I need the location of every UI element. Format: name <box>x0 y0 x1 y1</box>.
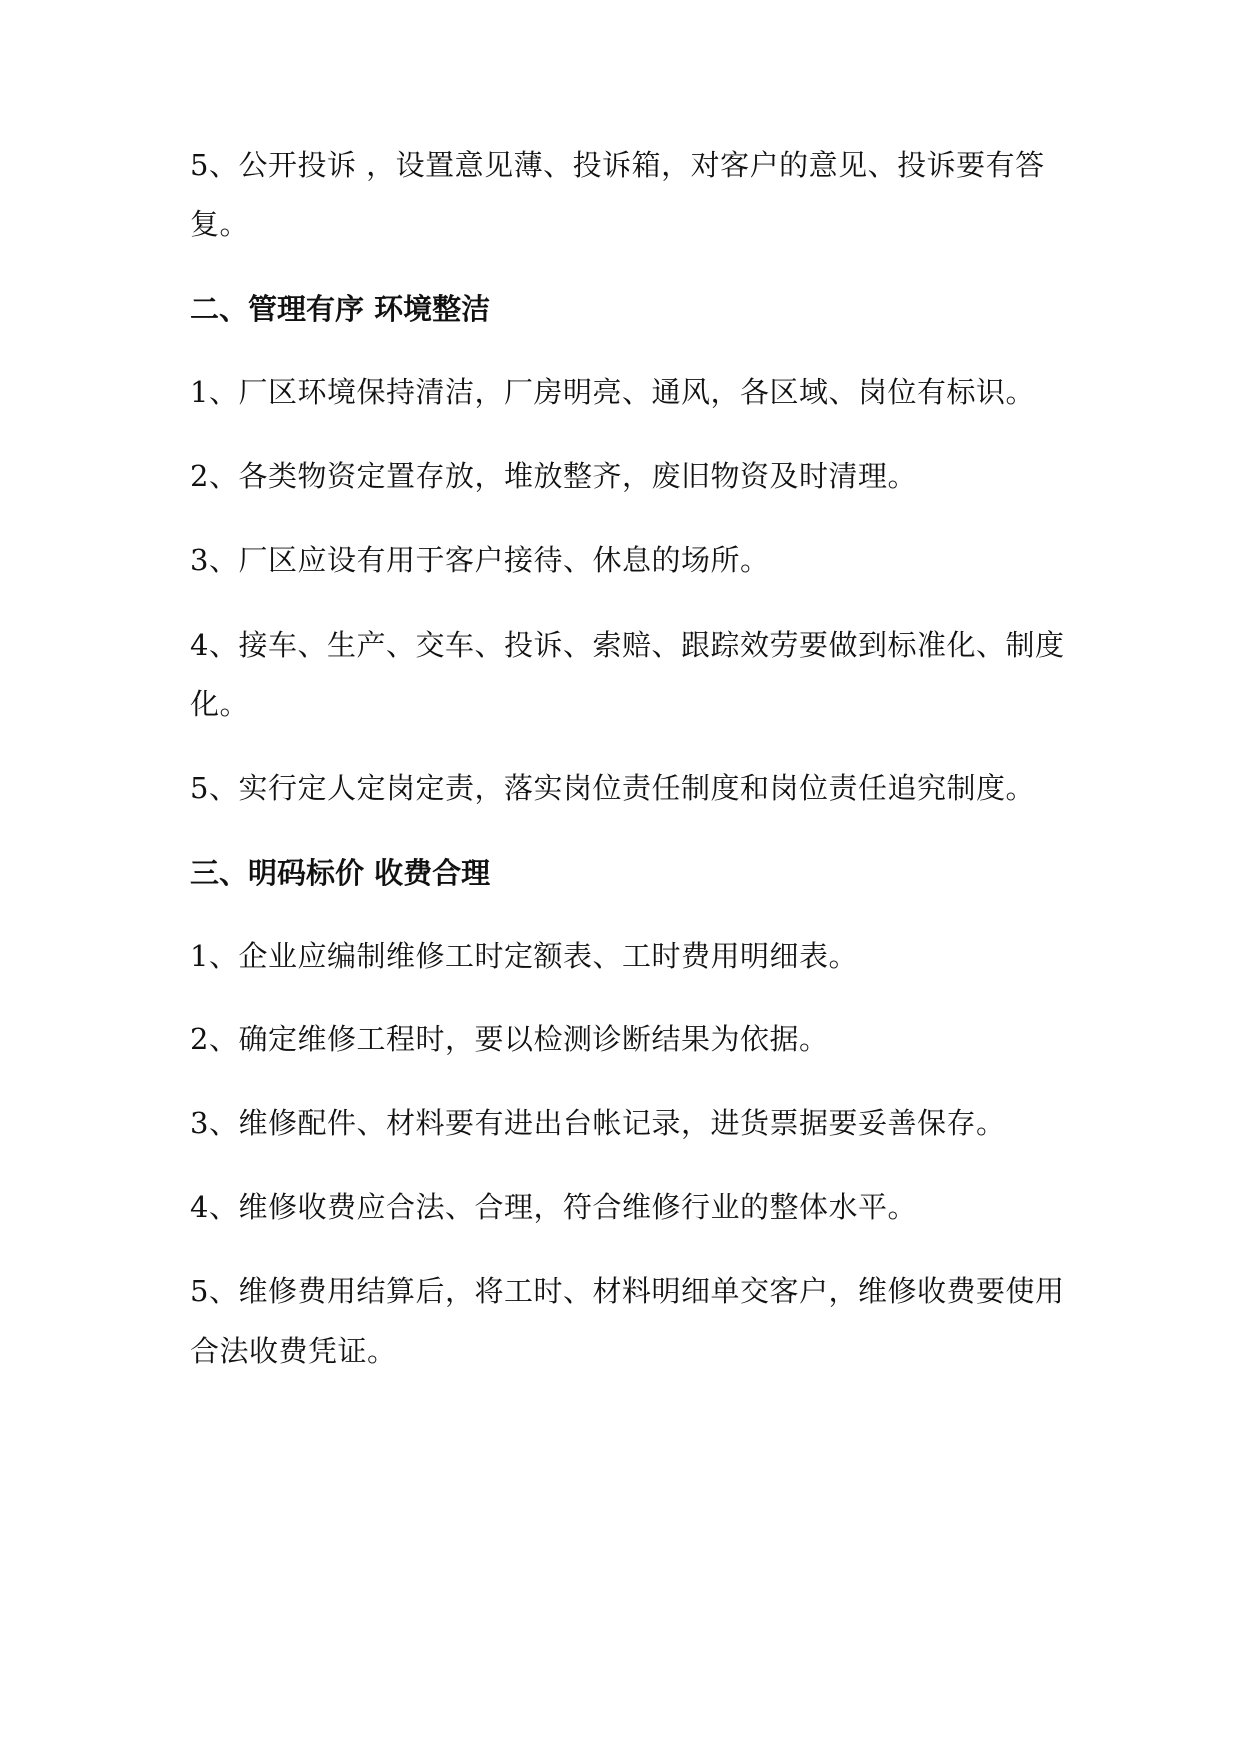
section1-item5-line2: 复。 <box>190 207 250 241</box>
section3-item4: 4、维修收费应合法、合理，符合维修行业的整体水平。 <box>190 1190 917 1224</box>
section2-heading: 二、管理有序 环境整洁 <box>190 292 491 326</box>
section2-item3: 3、厂区应设有用于客户接待、休息的场所。 <box>190 543 770 577</box>
section2-item5: 5、实行定人定岗定责，落实岗位责任制度和岗位责任追究制度。 <box>190 771 1035 805</box>
section2-item2: 2、各类物资定置存放，堆放整齐，废旧物资及时清理。 <box>190 459 917 493</box>
section3-item3: 3、维修配件、材料要有进出台帐记录，进货票据要妥善保存。 <box>190 1106 1006 1140</box>
section2-item4-line1: 4、接车、生产、交车、投诉、索赔、跟踪效劳要做到标准化、制度 <box>190 628 1065 662</box>
section2-item4-line2: 化。 <box>190 687 250 721</box>
section1-item5-line1: 5、公开投诉 ，设置意见薄、投诉箱，对客户的意见、投诉要有答 <box>190 148 1045 182</box>
section3-item5-line2: 合法收费凭证。 <box>190 1334 397 1368</box>
section3-item5-line1: 5、维修费用结算后，将工时、材料明细单交客户，维修收费要使用 <box>190 1274 1065 1308</box>
section3-item2: 2、确定维修工程时，要以检测诊断结果为依据。 <box>190 1022 829 1056</box>
section2-item1: 1、厂区环境保持清洁，厂房明亮、通风，各区域、岗位有标识。 <box>190 375 1035 409</box>
section3-heading: 三、明码标价 收费合理 <box>190 856 491 890</box>
section3-item1: 1、企业应编制维修工时定额表、工时费用明细表。 <box>190 939 858 973</box>
